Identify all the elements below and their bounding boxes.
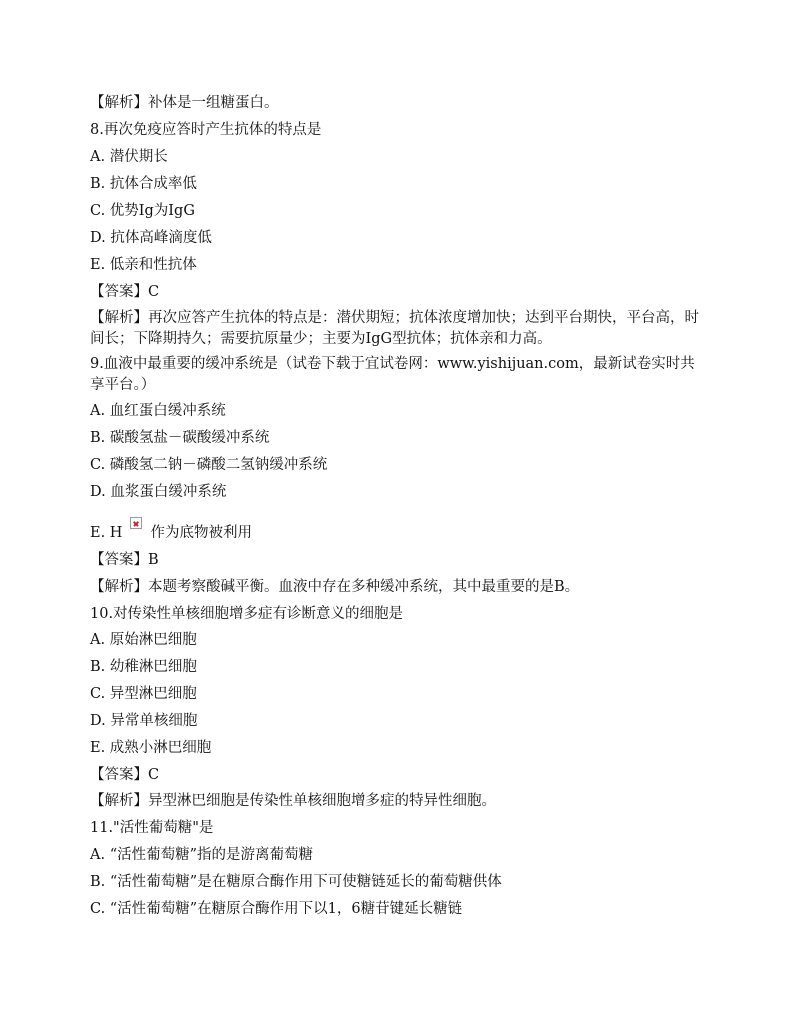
analysis-line: 【解析】本题考察酸碱平衡。血液中存在多种缓冲系统，其中最重要的是B。: [90, 579, 580, 595]
option-e: E. 成熟小淋巴细胞: [90, 740, 212, 756]
option-d: D. 血浆蛋白缓冲系统: [90, 484, 227, 500]
analysis-line: 【解析】异型淋巴细胞是传染性单核细胞增多症的特异性细胞。: [90, 793, 496, 809]
option-e: E. 低亲和性抗体: [90, 257, 197, 273]
question-8: 8.再次免疫应答时产生抗体的特点是: [90, 122, 322, 138]
option-a: A. “活性葡萄糖”指的是游离葡萄糖: [90, 847, 314, 863]
option-a: A. 潜伏期长: [90, 149, 168, 165]
answer-line: 【答案】B: [90, 552, 159, 568]
option-c: C. “活性葡萄糖”在糖原合酶作用下以1，6糖苷键延长糖链: [90, 901, 463, 917]
option-a: A. 原始淋巴细胞: [90, 632, 197, 648]
option-d: D. 抗体高峰滴度低: [90, 230, 212, 246]
analysis-line: 【解析】再次应答产生抗体的特点是：潜伏期短；抗体浓度增加快；达到平台期快，平台高，时间长；下降期持久；需要抗原量少；主要为IgG型抗体；抗体亲和力高。: [90, 310, 699, 347]
option-b: B. 碳酸氢盐－碳酸缓冲系统: [90, 430, 270, 446]
option-e: [90, 523, 252, 543]
analysis-line: 【解析】补体是一组糖蛋白。: [90, 95, 279, 111]
option-e-text: 作为底物被利用: [150, 525, 252, 541]
option-c: C. 磷酸氢二钠－磷酸二氢钠缓冲系统: [90, 457, 328, 473]
question-10: 10.对传染性单核细胞增多症有诊断意义的细胞是: [90, 606, 404, 622]
option-b: B. 抗体合成率低: [90, 176, 197, 192]
option-d: D. 异常单核细胞: [90, 713, 198, 729]
option-b: B. “活性葡萄糖”是在糖原合酶作用下可使糖链延长的葡萄糖供体: [90, 874, 502, 890]
question-11: 11."活性葡萄糖"是: [90, 820, 214, 836]
option-c: C. 优势Ig为IgG: [90, 203, 195, 219]
answer-line: 【答案】C: [90, 767, 160, 783]
option-b: B. 幼稚淋巴细胞: [90, 659, 197, 675]
option-c: C. 异型淋巴细胞: [90, 686, 197, 702]
option-a: A. 血红蛋白缓冲系统: [90, 403, 226, 419]
broken-image-icon: [130, 517, 142, 529]
answer-line: 【答案】C: [90, 284, 160, 300]
question-9: 9.血液中最重要的缓冲系统是（试卷下载于宜试卷网：www.yishijuan.com，最新试卷实时共享平台。）: [90, 356, 695, 393]
option-e-prefix: E. H: [90, 525, 123, 541]
